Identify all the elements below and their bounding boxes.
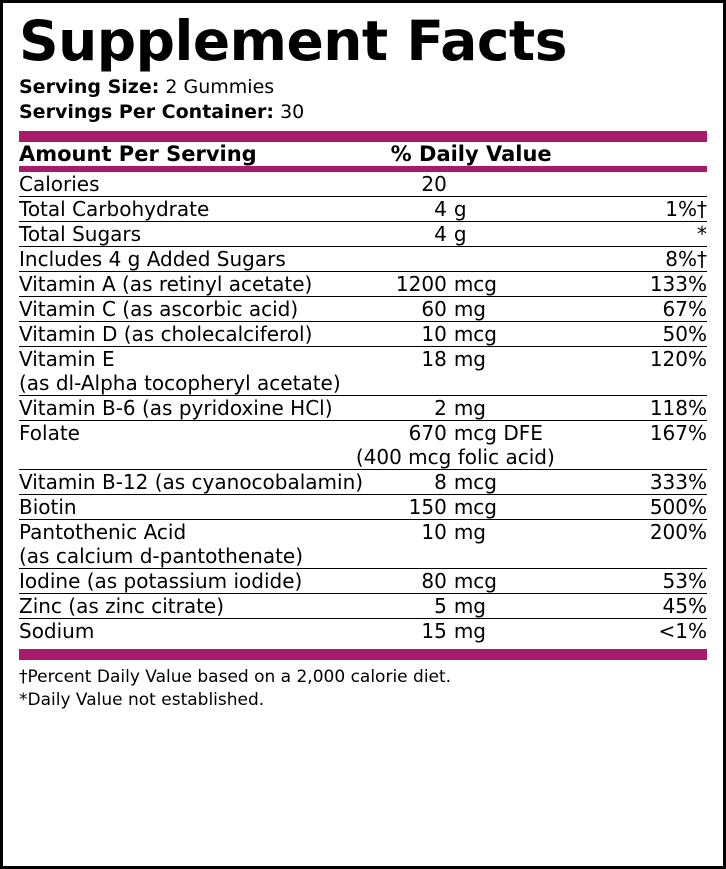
- serving-size-line: [19, 75, 707, 100]
- header-daily-value: % Daily Value: [390, 141, 552, 166]
- nutrient-name: Sodium: [19, 618, 95, 643]
- nutrient-name: Iodine (as potassium iodide): [19, 568, 303, 593]
- table-row: [19, 322, 707, 346]
- nutrient-amount: 1200: [395, 271, 447, 296]
- nutrient-unit: mcg: [453, 469, 498, 494]
- nutrient-name: Vitamin C (as ascorbic acid): [19, 296, 299, 321]
- nutrient-unit: mg: [453, 593, 487, 618]
- header-amount-per-serving: Amount Per Serving: [19, 141, 257, 166]
- nutrient-name: Total Carbohydrate: [19, 196, 210, 221]
- divider-thick-bottom: [19, 649, 707, 660]
- nutrient-daily-value: 1%†: [665, 196, 707, 221]
- nutrient-unit: mcg: [453, 568, 498, 593]
- nutrient-name: Folate: [19, 420, 80, 445]
- nutrient-unit: g: [453, 221, 467, 246]
- nutrient-amount: [356, 247, 454, 271]
- nutrient-name: Total Sugars: [19, 221, 142, 246]
- table-row: [19, 222, 707, 246]
- nutrient-amount: 8: [434, 469, 447, 494]
- nutrient-amount: 15: [421, 618, 447, 643]
- nutrient-unit: mcg: [453, 271, 498, 296]
- nutrient-daily-value: *: [697, 221, 707, 246]
- nutrient-unit: mg: [453, 618, 487, 643]
- nutrient-unit: [454, 172, 587, 196]
- nutrient-unit: mcg: [453, 321, 498, 346]
- table-row-continuation: [19, 371, 707, 395]
- nutrient-daily-value: 500%: [649, 494, 707, 519]
- servings-per-container-value: 30: [280, 100, 305, 123]
- servings-per-container-line: [19, 100, 707, 125]
- footnote-not-established: *Daily Value not established.: [19, 689, 265, 710]
- table-row: [19, 396, 707, 420]
- nutrient-amount: 60: [421, 296, 447, 321]
- table-header-row: [19, 142, 707, 166]
- nutrient-name: Vitamin B-12 (as cyanocobalamin): [19, 469, 364, 494]
- nutrient-daily-value: 120%: [649, 346, 707, 371]
- nutrient-daily-value: 53%: [662, 568, 707, 593]
- nutrient-unit: mg: [453, 519, 487, 544]
- table-row: [19, 619, 707, 643]
- nutrient-amount: 150: [408, 494, 447, 519]
- table-row-unit-continuation: [19, 445, 707, 469]
- nutrient-amount: 20: [421, 171, 447, 196]
- nutrient-amount: 2: [434, 395, 447, 420]
- nutrient-amount: 10: [421, 321, 447, 346]
- nutrient-amount: 18: [421, 346, 447, 371]
- nutrient-unit: mg: [453, 346, 487, 371]
- table-row: [19, 470, 707, 494]
- nutrient-unit: mcg: [453, 494, 498, 519]
- divider-thick-top: [19, 131, 707, 142]
- table-row-continuation: [19, 544, 707, 568]
- nutrient-daily-value: 133%: [649, 271, 707, 296]
- nutrient-daily-value: 8%†: [665, 246, 707, 271]
- footnote-daily-value: †Percent Daily Value based on a 2,000 calorie diet.: [19, 666, 452, 687]
- serving-size-label: Serving Size:: [19, 75, 160, 98]
- nutrient-daily-value: 333%: [649, 469, 707, 494]
- table-row: [19, 495, 707, 519]
- nutrient-amount: 80: [421, 568, 447, 593]
- nutrient-amount: 4: [434, 221, 447, 246]
- nutrient-name: Includes 4 g Added Sugars: [19, 246, 286, 271]
- page-title: Supplement Facts: [19, 9, 567, 73]
- table-row: [19, 594, 707, 618]
- nutrient-unit: g: [453, 196, 467, 221]
- table-row: [19, 569, 707, 593]
- nutrient-unit: mg: [453, 296, 487, 321]
- nutrient-unit: [454, 247, 587, 271]
- nutrient-unit: mg: [453, 395, 487, 420]
- table-row: [19, 347, 707, 371]
- nutrient-name: Pantothenic Acid: [19, 519, 187, 544]
- table-row: [19, 520, 707, 544]
- nutrient-name: Vitamin B-6 (as pyridoxine HCl): [19, 395, 333, 420]
- servings-per-container-label: Servings Per Container:: [19, 100, 275, 123]
- table-row: [19, 272, 707, 296]
- nutrient-name-continuation: (as calcium d-pantothenate): [19, 543, 304, 568]
- nutrient-amount: 5: [434, 593, 447, 618]
- nutrient-unit: mcg DFE: [453, 420, 543, 445]
- nutrient-amount: 670: [408, 420, 447, 445]
- nutrient-daily-value: [587, 172, 707, 196]
- nutrient-name: Calories: [19, 171, 100, 196]
- nutrient-daily-value: <1%: [658, 618, 707, 643]
- table-row: [19, 172, 707, 196]
- table-row: [19, 247, 707, 271]
- nutrient-name: Vitamin E: [19, 346, 115, 371]
- nutrient-name: Vitamin A (as retinyl acetate): [19, 271, 313, 296]
- nutrient-daily-value: 50%: [662, 321, 707, 346]
- nutrient-daily-value: 45%: [662, 593, 707, 618]
- nutrient-name: Vitamin D (as cholecalciferol): [19, 321, 313, 346]
- table-row: [19, 197, 707, 221]
- table-row: [19, 421, 707, 445]
- nutrition-table: [19, 142, 707, 166]
- nutrient-amount: 4: [434, 196, 447, 221]
- nutrient-daily-value: 167%: [649, 420, 707, 445]
- nutrient-rows-table: [19, 172, 707, 643]
- serving-size-value: 2 Gummies: [165, 75, 275, 98]
- nutrient-name-continuation: (as dl-Alpha tocopheryl acetate): [19, 370, 341, 395]
- nutrient-name: Zinc (as zinc citrate): [19, 593, 225, 618]
- nutrient-daily-value: 118%: [649, 395, 707, 420]
- nutrient-name: Biotin: [19, 494, 77, 519]
- nutrient-unit-continuation: (400 mcg folic acid): [355, 444, 555, 469]
- nutrient-amount: 10: [421, 519, 447, 544]
- nutrient-daily-value: 200%: [649, 519, 707, 544]
- table-row: [19, 297, 707, 321]
- footnotes: [19, 660, 707, 712]
- nutrient-daily-value: 67%: [662, 296, 707, 321]
